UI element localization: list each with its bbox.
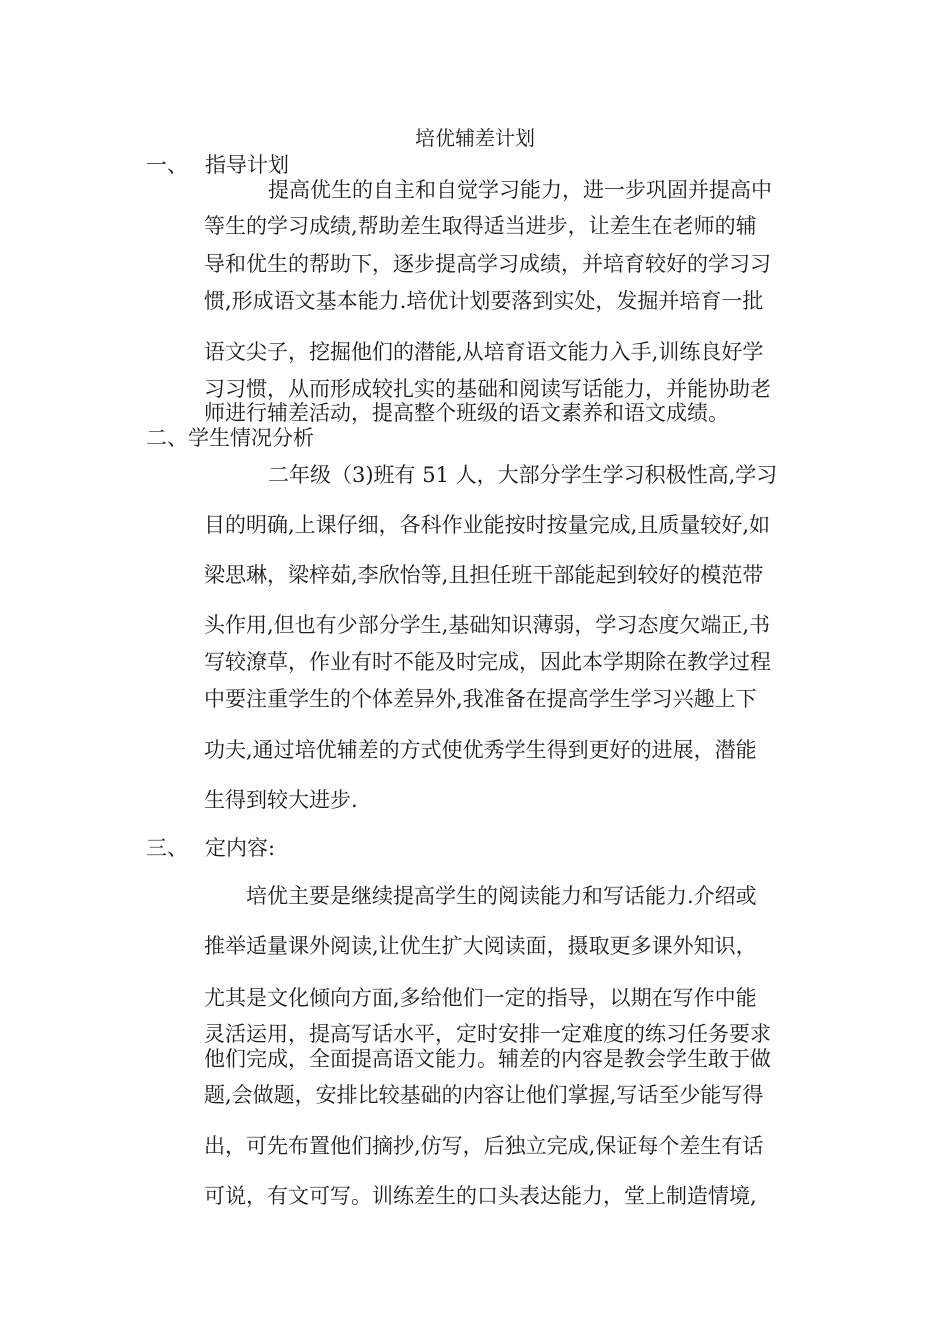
section-1-heading: 指导计划 xyxy=(205,153,289,177)
section-3-line: 出，可先布置他们摘抄,仿写，后独立完成,保证每个差生有话 xyxy=(204,1134,764,1158)
section-3-heading: 定内容: xyxy=(205,836,276,860)
section-2-line: 头作用,但也有少部分学生,基础知识薄弱，学习态度欠端正,书 xyxy=(204,613,771,637)
section-2-line: 生得到较大进步. xyxy=(204,788,358,812)
section-3-line: 他们完成，全面提高语文能力。辅差的内容是教会学生敢于做 xyxy=(204,1047,771,1071)
section-3-line: 题,会做题，安排比较基础的内容让他们掌握,写话至少能写得 xyxy=(204,1083,764,1107)
section-1-line: 师进行辅差活动，提高整个班级的语文素养和语文成绩。 xyxy=(204,401,729,425)
section-1-line: 惯,形成语文基本能力.培优计划要落到实处，发掘并培育一批 xyxy=(204,289,764,313)
section-2-line: 写较潦草，作业有时不能及时完成，因此本学期除在教学过程 xyxy=(204,650,771,674)
section-3-line: 推举适量课外阅读,让优生扩大阅读面，摄取更多课外知识， xyxy=(204,934,757,958)
document-title: 培优辅差计划 xyxy=(415,126,535,150)
section-2-line: 中要注重学生的个体差异外,我准备在提高学生学习兴趣上下 xyxy=(204,687,757,711)
section-2-heading: 二、学生情况分析 xyxy=(146,426,314,450)
section-1-line: 提高优生的自主和自觉学习能力，进一步巩固并提高中 xyxy=(268,178,772,202)
section-2-line: 梁思琳，梁梓茹,李欣怡等,且担任班干部能起到较好的模范带 xyxy=(204,563,764,587)
section-1-line: 等生的学习成绩,帮助差生取得适当进步，让差生在老师的辅 xyxy=(204,214,757,238)
section-3-line: 尤其是文化倾向方面,多给他们一定的指导，以期在写作中能 xyxy=(204,986,757,1010)
section-1-line: 导和优生的帮助下，逐步提高学习成绩，并培育较好的学习习 xyxy=(204,252,771,276)
section-1-line: 语文尖子，挖掘他们的潜能,从培育语文能力入手,训练良好学 xyxy=(204,340,764,364)
section-2-line: 目的明确,上课仔细，各科作业能按时按量完成,且质量较好,如 xyxy=(204,513,771,537)
section-3-line: 灵活运用，提高写话水平，定时安排一定难度的练习任务要求 xyxy=(204,1022,771,1046)
section-3-line: 可说，有文可写。训练差生的口头表达能力，堂上制造情境, xyxy=(204,1184,757,1208)
section-3-line: 培优主要是继续提高学生的阅读能力和写话能力.介绍或 xyxy=(246,884,757,908)
section-1-line: 习习惯，从而形成较扎实的基础和阅读写话能力，并能协助老 xyxy=(204,377,771,401)
section-2-line: 功夫,通过培优辅差的方式使优秀学生得到更好的进展，潜能 xyxy=(204,738,757,762)
section-2-line: 二年级（3)班有 51 人，大部分学生学习积极性高,学习 xyxy=(268,463,778,487)
section-1-number: 一、 xyxy=(146,153,188,177)
section-3-number: 三、 xyxy=(146,836,188,860)
